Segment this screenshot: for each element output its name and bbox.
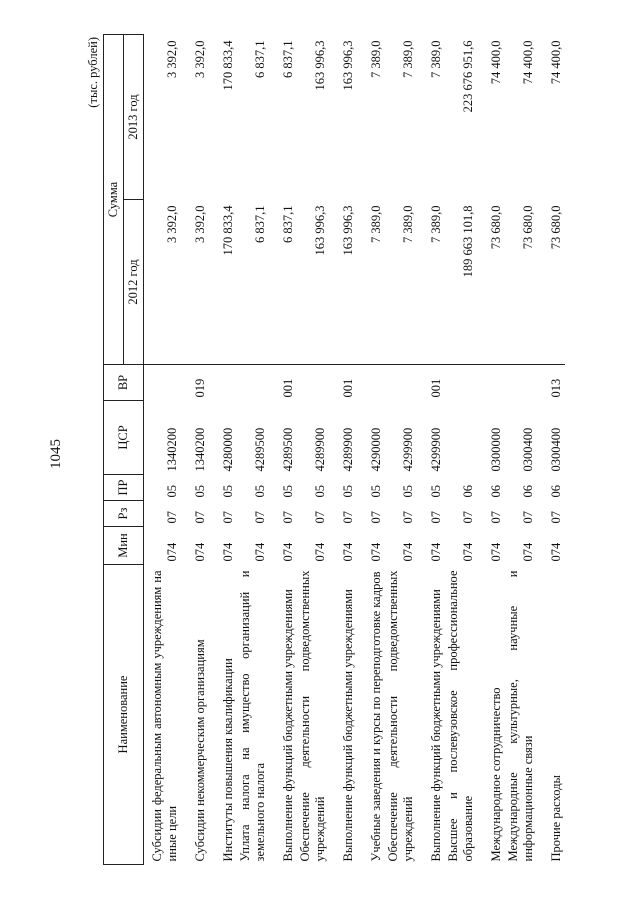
cell-min: 074 [369,542,383,562]
cell-y2013: 7 389,0 [429,40,443,78]
table-row [385,35,417,865]
cell-pr: 06 [549,485,563,498]
cell-vr [505,365,537,401]
cell-y2013: 74 400,0 [521,40,535,85]
cell-y2012: 73 680,0 [537,200,565,365]
page-number: 1045 [47,439,64,469]
cell-y2012: 6 837,1 [237,200,269,365]
table-row [477,35,505,865]
rotated-page-content [85,35,585,865]
cell-pr: 05 [313,485,327,498]
header-csr: ЦСР [104,401,144,475]
cell-rz: 07 [341,511,355,524]
cell-min: 074 [165,542,179,562]
cell-pr: 06 [461,485,475,498]
cell-pr: 06 [489,485,503,498]
table-row [329,35,357,865]
cell-vr: 001 [281,378,295,398]
cell-rz: 07 [221,511,235,524]
cell-y2012: 163 996,3 [297,200,329,365]
cell-y2013: 6 837,1 [253,40,267,78]
cell-vr: 013 [549,378,563,398]
cell-pr: 05 [281,485,295,498]
header-pr: ПР [104,475,144,501]
cell-min: 074 [253,542,267,562]
cell-name: Субсидии федеральным автономным учреждениям на иные цели [150,570,179,862]
cell-min: 074 [521,542,535,562]
cell-y2012: 3 392,0 [144,200,182,365]
cell-name: Обеспечение деятельности подведомственных учреждений [298,570,327,862]
cell-y2012: 73 680,0 [505,200,537,365]
cell-pr: 05 [341,485,355,498]
cell-rz: 07 [313,511,327,524]
cell-min: 074 [489,542,503,562]
cell-min: 074 [401,542,415,562]
header-year-2012: 2012 год [124,200,144,365]
cell-y2012: 7 389,0 [385,200,417,365]
cell-rz: 07 [521,511,535,524]
cell-name: Субсидии некоммерческим организациям [193,639,207,862]
cell-rz: 07 [369,511,383,524]
cell-pr: 05 [253,485,267,498]
cell-y2013: 223 676 951,6 [461,40,475,113]
table-row [181,35,209,865]
cell-rz: 07 [281,511,295,524]
cell-pr: 05 [221,485,235,498]
header-sum: Сумма [104,35,124,365]
cell-y2013: 170 833,4 [221,40,235,91]
cell-vr [357,365,385,401]
table-row [537,35,565,865]
cell-min: 074 [313,542,327,562]
header-year-2013: 2013 год [124,35,144,200]
table-row [269,35,297,865]
cell-name: Уплата налога на имущество организаций и земельного налога [238,570,267,862]
cell-y2012: 3 392,0 [181,200,209,365]
cell-min: 074 [341,542,355,562]
cell-rz: 07 [165,511,179,524]
cell-rz: 07 [253,511,267,524]
cell-rz: 07 [193,511,207,524]
cell-rz: 07 [401,511,415,524]
cell-vr [209,365,237,401]
cell-csr: 4299900 [401,427,415,472]
table-row [209,35,237,865]
cell-csr: 4299900 [429,427,443,472]
cell-y2012: 170 833,4 [209,200,237,365]
table-row [297,35,329,865]
cell-min: 074 [549,542,563,562]
cell-pr: 05 [193,485,207,498]
cell-pr: 05 [429,485,443,498]
cell-rz: 07 [549,511,563,524]
cell-csr: 4289900 [313,427,327,472]
cell-rz: 07 [489,511,503,524]
header-name: Наименование [104,565,144,865]
cell-pr: 06 [521,485,535,498]
cell-rz: 07 [461,511,475,524]
cell-pr: 05 [401,485,415,498]
cell-y2013: 163 996,3 [313,40,327,91]
cell-name: Учебные заведения и курсы по переподготовке кадров [369,571,383,862]
cell-vr [445,365,477,401]
cell-y2013: 7 389,0 [401,40,415,78]
cell-y2012: 73 680,0 [477,200,505,365]
cell-y2013: 74 400,0 [489,40,503,85]
cell-y2012: 6 837,1 [269,200,297,365]
cell-vr: 001 [429,378,443,398]
cell-y2013: 6 837,1 [281,40,295,78]
header-rz: Рз [104,501,144,527]
cell-rz: 07 [429,511,443,524]
cell-y2013: 7 389,0 [369,40,383,78]
units-label: (тыс. рублей) [86,37,100,108]
cell-csr: 4289500 [281,427,295,472]
cell-name: Выполнение функций бюджетными учреждениями [341,589,355,862]
cell-min: 074 [281,542,295,562]
cell-csr: 4280000 [221,427,235,472]
cell-name: Обеспечение деятельности подведомственных учреждений [386,570,415,862]
table-row [445,35,477,865]
cell-csr: 0300400 [521,427,535,472]
cell-min: 074 [429,542,443,562]
header-min: Мин [104,527,144,565]
cell-name: Высшее и послевузовское профессиональное образование [446,570,475,862]
cell-name: Прочие расходы [549,775,563,862]
cell-vr: 001 [341,378,355,398]
cell-vr [237,365,269,401]
cell-vr: 019 [193,378,207,398]
cell-min: 074 [221,542,235,562]
cell-csr: 1340200 [193,427,207,472]
cell-pr: 05 [165,485,179,498]
cell-csr: 4289900 [341,427,355,472]
cell-y2012: 163 996,3 [329,200,357,365]
table-row [505,35,537,865]
cell-vr [385,365,417,401]
cell-y2012: 7 389,0 [357,200,385,365]
cell-csr [445,401,477,475]
cell-csr: 4289500 [253,427,267,472]
cell-y2013: 3 392,0 [193,40,207,78]
cell-csr: 4290000 [369,427,383,472]
budget-table [103,34,565,865]
cell-y2012: 7 389,0 [417,200,445,365]
cell-vr [144,365,182,401]
cell-min: 074 [193,542,207,562]
cell-y2013: 163 996,3 [341,40,355,91]
cell-name: Институты повышения квалификации [221,658,235,862]
table-row [357,35,385,865]
cell-vr [297,365,329,401]
table-row [144,35,182,865]
cell-min: 074 [461,542,475,562]
cell-y2013: 3 392,0 [165,40,179,78]
cell-name: Выполнение функций бюджетными учреждениями [429,589,443,862]
cell-csr: 0300000 [489,427,503,472]
table-row [237,35,269,865]
cell-y2012: 189 663 101,8 [445,200,477,365]
cell-name: Международное сотрудничество [489,687,503,862]
cell-csr: 1340200 [165,427,179,472]
table-body [144,35,566,865]
header-vr: ВР [104,365,144,401]
cell-name: Международные культурные, научные и информационные связи [506,570,535,862]
cell-pr: 05 [369,485,383,498]
cell-vr [477,365,505,401]
cell-name: Выполнение функций бюджетными учреждениями [281,589,295,862]
cell-csr: 0300400 [549,427,563,472]
table-row [417,35,445,865]
cell-y2013: 74 400,0 [549,40,563,85]
